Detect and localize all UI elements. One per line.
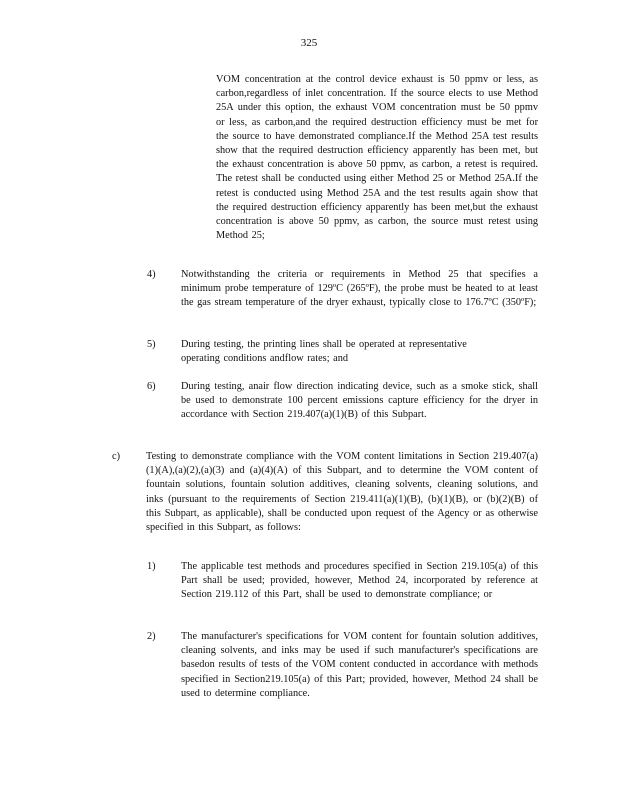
- item-c-label: c): [112, 451, 120, 462]
- item-c2-text: The manufacturer's specifications for VOM content for fountain solution additives, cleaning solvents, and inks may be used if such manufacturer's specifications are basedon results of tests of the VOM content conducted in accordance with methods specified in Section219.105(a) of this Part; provided, however, Method 24 shall be used to determine compliance.: [181, 631, 538, 699]
- item-c1-label: 1): [147, 561, 156, 572]
- page-number: 325: [300, 37, 318, 49]
- item-c-text: Testing to demonstrate compliance with the VOM content limitations in Section 219.407(a)(1)(A),(a)(2),(a)(3) and (a)(4)(A) of this Subpart, and to determine the VOM content of fountain solutions, fountain solution additives, cleaning solvents, cleaning solutions, and inks (pursuant to the requirements of Section 219.411(a)(1)(B), (b)(1)(B), or (b)(2)(B) of this Subpart, as applicable), shall be conducted upon request of the Agency or as otherwise specified in this Subpart, as follows:: [146, 451, 538, 534]
- item-c1-text: The applicable test methods and procedures specified in Section 219.105(a) of this Part shall be used; provided, however, Method 24, incorporated by reference at Section 219.112 of this Part, shall be used to demonstrate compliance; or: [181, 561, 538, 601]
- item-5-label: 5): [147, 339, 156, 350]
- item-5-text: During testing, the printing lines shall be operated at representative operating conditions andflow rates; and: [181, 339, 467, 365]
- item-4-label: 4): [147, 269, 156, 280]
- item-6-label: 6): [147, 381, 156, 392]
- item-6-text: During testing, anair flow direction indicating device, such as a smoke stick, shall be used to demonstrate 100 percent emissions capture efficiency for the dryer in accordance with Section 219.407(a)(1)(B) of this Subpart.: [181, 381, 538, 421]
- continuation-paragraph: VOM concentration at the control device exhaust is 50 ppmv or less, as carbon,regardless of inlet concentration. If the source elects to use Method 25A under this option, the exhaust VOM concentration must be 50 ppmv or less, as carbon,and the required destruction efficiency must be met for the source to have demonstrated compliance.If the Method 25A test results show that the required destruction efficiency apparently has been met, but the exhaust concentration is above 50 ppmv, as carbon, a retest is required. The retest shall be conducted using either Method 25 or Method 25A.If the retest is conducted using Method 25A and the test results again show that the required destruction efficiency apparently has been met,but the exhaust concentration is above 50 ppmv, as carbon, the source must retest using Method 25;: [216, 74, 538, 242]
- item-c2-label: 2): [147, 631, 156, 642]
- item-4-text: Notwithstanding the criteria or requirements in Method 25 that specifies a minimum probe temperature of 129ºC (265ºF), the probe must be heated to at least the gas stream temperature of the dryer exhaust, typically close to 176.7ºC (350ºF);: [181, 269, 538, 309]
